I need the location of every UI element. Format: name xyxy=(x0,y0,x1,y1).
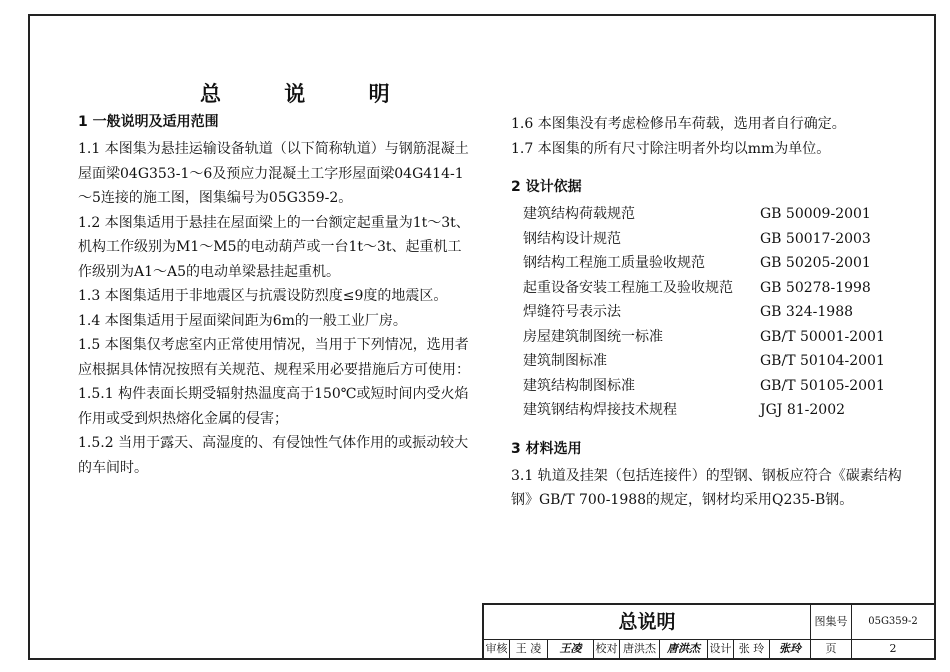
standard-row xyxy=(523,349,885,374)
standard-name: 建筑钢结构焊接技术规程 xyxy=(523,402,677,418)
standard-code: GB 50017-2003 xyxy=(760,230,871,247)
item-1-1: 1.1 本图集为悬挂运输设备轨道（以下简称轨道）与钢筋混凝土屋面梁04G353-1～6及预应力混凝土工字形屋面梁04G414-1～5连接的施工图，图集编号为05G359-2。 xyxy=(78,141,469,206)
check-signature: 唐洪杰 xyxy=(660,640,708,658)
standards-table xyxy=(523,202,885,423)
page-number: 2 xyxy=(889,642,897,655)
standard-code: GB 50009-2001 xyxy=(760,206,871,222)
standard-row xyxy=(523,325,885,350)
left-column xyxy=(72,110,472,480)
check-label: 校对 xyxy=(594,640,620,658)
title-block-top-row xyxy=(484,605,934,640)
item-1-5-1: 1.5.1 构件表面长期受辐射热温度高于150℃或短时间内受火焰作用或受到炽热熔化金属的侵害； xyxy=(78,386,469,427)
section-2-heading: 2 设计依据 xyxy=(511,179,582,195)
item-1-4: 1.4 本图集适用于屋面梁间距为6m的一般工业厂房。 xyxy=(78,312,407,329)
standard-code: GB 50278-1998 xyxy=(760,279,871,296)
review-signature: 王凌 xyxy=(548,640,594,658)
check-name: 唐洪杰 xyxy=(620,640,660,658)
section-1-heading: 1 一般说明及适用范围 xyxy=(78,114,219,130)
title-block-signature-row xyxy=(484,640,934,658)
standard-row xyxy=(523,251,885,276)
review-name: 王 凌 xyxy=(510,640,548,658)
atlas-no-label: 图集号 xyxy=(811,605,852,639)
standard-row xyxy=(523,276,885,301)
standard-row xyxy=(523,398,885,423)
item-1-6: 1.6 本图集没有考虑检修吊车荷载，选用者自行确定。 xyxy=(511,116,846,132)
standard-name: 建筑结构制图标准 xyxy=(523,377,635,394)
review-label: 审核 xyxy=(484,640,510,658)
section-3-heading: 3 材料选用 xyxy=(511,440,582,457)
standard-row xyxy=(523,300,885,325)
item-1-5-2: 1.5.2 当用于露天、高湿度的、有侵蚀性气体作用的或振动较大的车间时。 xyxy=(78,435,469,476)
standard-name: 建筑制图标准 xyxy=(523,353,607,369)
page-label: 页 xyxy=(811,640,852,658)
standard-name: 起重设备安装工程施工及验收规范 xyxy=(523,279,733,296)
right-column xyxy=(505,112,915,513)
item-1-5: 1.5 本图集仅考虑室内正常使用情况，当用于下列情况，选用者应根据具体情况按照有关规范、规程采用必要措施后方可使用： xyxy=(78,337,470,378)
standard-row xyxy=(523,227,885,252)
standard-name: 钢结构工程施工质量验收规范 xyxy=(523,255,705,271)
standard-name: 建筑结构荷载规范 xyxy=(523,206,635,222)
standard-code: GB/T 50105-2001 xyxy=(760,377,885,394)
standard-name: 钢结构设计规范 xyxy=(523,230,621,247)
standard-code: GB/T 50104-2001 xyxy=(760,353,885,369)
standard-code: GB 324-1988 xyxy=(760,304,854,320)
item-1-3: 1.3 本图集适用于非地震区与抗震设防烈度≤9度的地震区。 xyxy=(78,288,448,304)
design-signature: 张玲 xyxy=(770,640,811,658)
atlas-no: 05G359-2 xyxy=(868,616,918,627)
standard-code: GB 50205-2001 xyxy=(760,255,871,271)
standard-row xyxy=(523,374,885,399)
standard-code: JGJ 81-2002 xyxy=(760,402,846,418)
page-title: 总 说 明 xyxy=(200,82,418,106)
design-name: 张 玲 xyxy=(734,640,770,658)
design-label: 设计 xyxy=(708,640,734,658)
standard-name: 房屋建筑制图统一标准 xyxy=(523,328,663,345)
title-block xyxy=(482,603,934,658)
standard-row xyxy=(523,202,885,227)
item-1-7: 1.7 本图集的所有尺寸除注明者外均以mm为单位。 xyxy=(511,140,831,157)
drawing-title: 总说明 xyxy=(484,605,811,639)
standard-code: GB/T 50001-2001 xyxy=(760,328,885,345)
item-3-1: 3.1 轨道及挂架（包括连接件）的型钢、钢板应符合《碳素结构钢》GB/T 700-1988的规定，钢材均采用Q235-B钢。 xyxy=(511,467,902,508)
standard-name: 焊缝符号表示法 xyxy=(523,304,621,320)
item-1-2: 1.2 本图集适用于悬挂在屋面梁上的一台额定起重量为1t～3t、机构工作级别为M1～M5的电动葫芦或一台1t～3t、起重机工作级别为A1～A5的电动单梁悬挂起重机。 xyxy=(78,214,470,280)
